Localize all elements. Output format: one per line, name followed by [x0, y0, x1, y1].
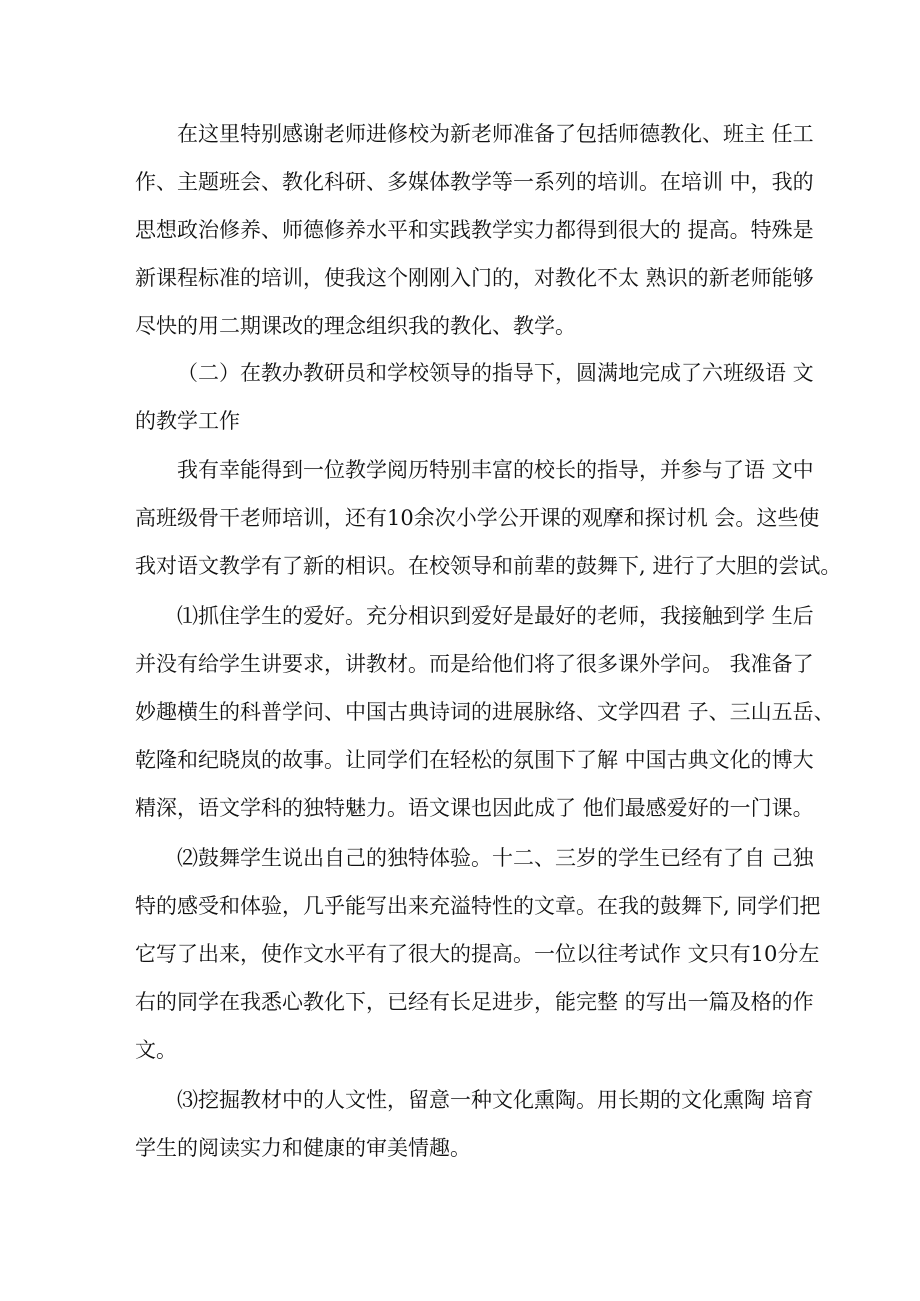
text-line: ⑴抓住学生的爱好。充分相识到爱好是最好的老师，我接触到学 生后 — [177, 604, 814, 628]
text-line: 它写了出来，使作文水平有了很大的提高。一位以往考试作 文只有10分左 — [135, 942, 820, 966]
text-line: 特的感受和体验，几乎能写出来充溢特性的文章。在我的鼓舞下, 同学们把 — [135, 894, 821, 918]
text-line: （二）在教办教研员和学校领导的指导下，圆满地完成了六班级语 文 — [177, 361, 814, 385]
text-line: 妙趣横生的科普学问、中国古典诗词的进展脉络、文学四君 子、三山五岳、 — [135, 700, 835, 724]
text-line: 我有幸能得到一位教学阅历特别丰富的校长的指导，并参与了语 文中 — [177, 458, 814, 482]
text-line: 作、主题班会、教化科研、多媒体教学等一系列的培训。在培训 中，我的 — [135, 170, 814, 194]
text-line: 新课程标准的培训，使我这个刚刚入门的，对教化不太 熟识的新老师能够 — [135, 266, 814, 290]
text-line: ⑵鼓舞学生说出自己的独特体验。十二、三岁的学生已经有了自 己独 — [177, 846, 814, 870]
text-line: ⑶挖掘教材中的人文性，留意一种文化熏陶。用长期的文化熏陶 培育 — [177, 1088, 814, 1112]
text-line: 文。 — [135, 1038, 177, 1062]
text-line: 右的同学在我悉心教化下，已经有长足进步，能完整 的写出一篇及格的作 — [135, 990, 814, 1014]
text-line: 学生的阅读实力和健康的审美情趣。 — [135, 1136, 471, 1160]
text-line: 并没有给学生讲要求，讲教材。而是给他们将了很多课外学问。 我准备了 — [135, 652, 814, 676]
text-line: 尽快的用二期课改的理念组织我的教化、教学。 — [135, 314, 576, 338]
text-line: 乾隆和纪晓岚的故事。让同学们在轻松的氛围下了解 中国古典文化的博大 — [135, 748, 814, 772]
text-line: 高班级骨干老师培训，还有10余次小学公开课的观摩和探讨机 会。这些使 — [135, 506, 820, 530]
text-line: 在这里特别感谢老师进修校为新老师准备了包括师德教化、班主 任工 — [177, 122, 814, 146]
text-line: 精深，语文学科的独特魅力。语文课也因此成了 他们最感爱好的一门课。 — [135, 796, 814, 820]
text-line: 思想政治修养、师德修养水平和实践教学实力都得到很大的 提高。特殊是 — [135, 218, 814, 242]
text-line: 的教学工作 — [135, 409, 240, 433]
text-line: 我对语文教学有了新的相识。在校领导和前辈的鼓舞下, 进行了大胆的尝试。 — [135, 554, 842, 578]
